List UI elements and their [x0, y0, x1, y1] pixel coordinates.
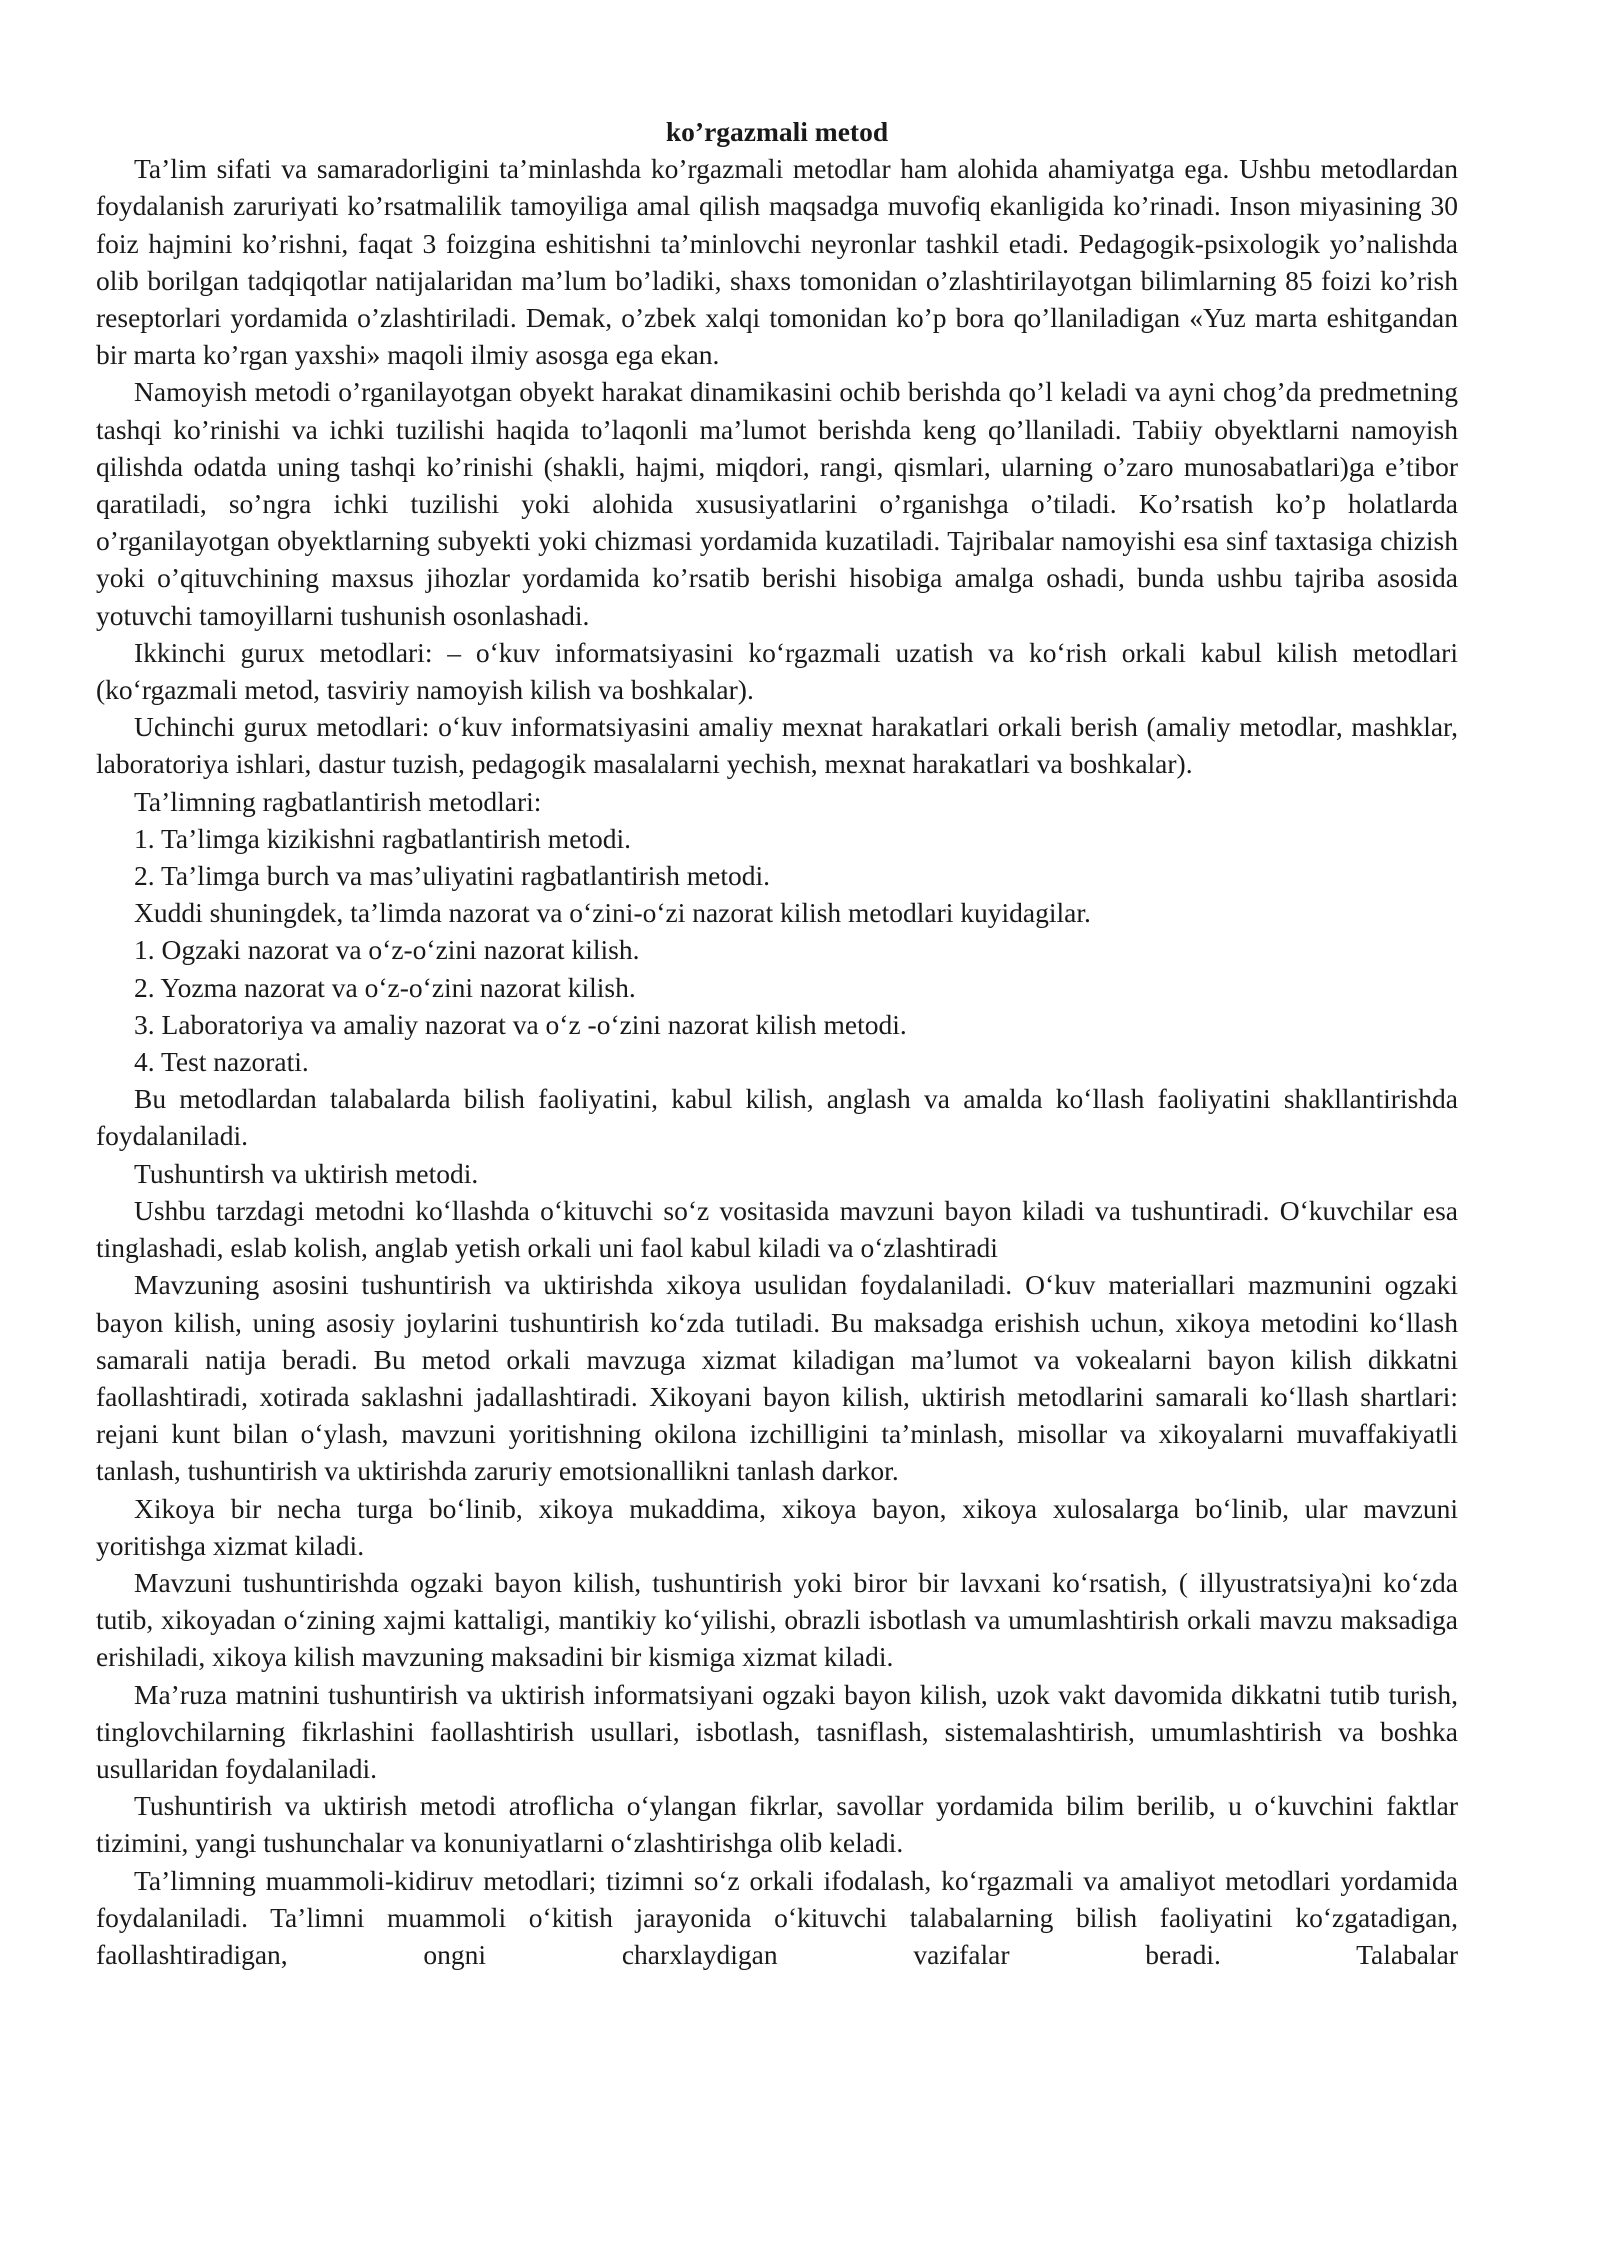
heading-control-methods: Xuddi shuningdek, ta’limda nazorat va o‘zini-o‘zi nazorat kilish metodlari kuyidagilar. — [134, 897, 1091, 929]
paragraph-second-group-methods: Ikkinchi gurux metodlari: – o‘kuv informatsiyasini ko‘rgazmali uzatish va ko‘rish orkali kabul kilish metodlari (ko‘rgazmali metod, tasviriy namoyish kilish va boshkalar). — [96, 636, 1458, 706]
paragraph-explanation-usage: Ushbu tarzdagi metodni ko‘llashda o‘kituvchi so‘z vositasida mavzuni bayon kiladi va tushuntiradi. O‘kuvchilar esa tinglashadi, eslab kolish, anglab yetish orkali uni faol kabul kiladi va o‘zlashtiradi — [96, 1194, 1458, 1264]
list-item: 2. Ta’limga burch va mas’uliyatini ragbatlantirish metodi. — [134, 860, 771, 892]
paragraph-usage: Bu metodlardan talabalarda bilish faoliyatini, kabul kilish, anglash va amalda ko‘llash faoliyatini shakllantirishda foydalaniladi. — [96, 1083, 1458, 1152]
list-item: 1. Ta’limga kizikishni ragbatlantirish metodi. — [134, 822, 632, 854]
list-item: 1. Ogzaki nazorat va o‘z-o‘zini nazorat kilish. — [134, 934, 640, 966]
list-item: 2. Yozma nazorat va o‘z-o‘zini nazorat kilish. — [134, 971, 636, 1003]
paragraph-explanation-summary: Tushuntirish va uktirish metodi atroflicha o‘ylangan fikrlar, savollar yordamida bilim berilib, u o‘kuvchini faktlar tizimini, yangi tushunchalar va konuniyatlarni o‘zlashtirishga olib keladi. — [96, 1790, 1458, 1859]
list-item: 4. Test nazorati. — [134, 1046, 309, 1078]
paragraph-demonstration-method: Namoyish metodi o’rganilayotgan obyekt harakat dinamikasini ochib berishda qo’l keladi va ayni chog’da predmetning tashqi ko’rinishi va ichki tuzilishi haqida to’laqonli ma’lumot berishda keng qo’llaniladi. Tabiiy obyektlarni namoyish qilishda odatda uning tashqi ko’rinishi (shakli, hajmi, miqdori, rangi, qismlari, ularning o’zaro munosabatlari)ga e’tibor qaratiladi, so’ngra ichki tuzilishi yoki alohida xususiyatlarini o’rganishga o’tiladi. Ko’rsatish ko’p holatlarda o’rganilayotgan obyektlarning subyekti yoki chizmasi yordamida kuzatiladi. Tajribalar namoyishi esa sinf taxtasiga chizish yoki o’qituvchining maxsus jihozlar yordamida ko’rsatib berishi hisobiga amalga oshadi, bunda ushbu tajriba asosida yotuvchi tamoyillarni tushunish osonlashadi. — [96, 376, 1458, 631]
paragraph-topic-explanation: Mavzuni tushuntirishda ogzaki bayon kilish, tushuntirish yoki biror bir lavxani ko‘rsatish, ( illyustratsiya)ni ko‘zda tutib, xikoyadan o‘zining xajmi kattaligi, mantikiy ko‘yilishi, obrazli isbotlash va umumlashtirish orkali mavzu maksadiga erishiladi, xikoya kilish mavzuning maksadini bir kismiga xizmat kiladi. — [96, 1566, 1458, 1673]
list-item: 3. Laboratoriya va amaliy nazorat va o‘z -o‘zini nazorat kilish metodi. — [134, 1008, 907, 1040]
document-page — [96, 113, 1458, 1973]
paragraph-problem-search-methods: Ta’limning muammoli-kidiruv metodlari; tizimni so‘z orkali ifodalash, ko‘rgazmali va amaliyot metodlari yordamida foydalaniladi. Ta’limni muammoli o‘kitish jarayonida o‘kituvchi talabalarning bilish faoliyatini ko‘zgatadigan, faollashtiradigan, ongni charxlaydigan vazifalar beradi. Talabalar — [96, 1864, 1458, 1970]
paragraph-third-group-methods: Uchinchi gurux metodlari: o‘kuv informatsiyasini amaliy mexnat harakatlari orkali berish (amaliy metodlar, mashklar, laboratoriya ishlari, dastur tuzish, pedagogik masalalarni yechish, mexnat harakatlari va boshkalar). — [96, 711, 1458, 780]
paragraph-story-types: Xikoya bir necha turga bo‘linib, xikoya mukaddima, xikoya bayon, xikoya xulosalarga bo‘linib, ular mavzuni yoritishga xizmat kiladi. — [96, 1492, 1458, 1561]
paragraph-story-method: Mavzuning asosini tushuntirish va uktirishda xikoya usulidan foydalaniladi. O‘kuv materiallari mazmunini ogzaki bayon kilish, uning asosiy joylarini tushuntirish ko‘zda tutiladi. Bu maksadga erishish uchun, xikoya metodini ko‘llash samarali natija beradi. Bu metod orkali mavzuga xizmat kiladigan ma’lumot va vokealarni bayon kilish dikkatni faollashtiradi, xotirada saklashni jadallashtiradi. Xikoyani bayon kilish, uktirish metodlarini samarali ko‘llash shartlari: rejani kunt bilan o‘ylash, mavzuni yoritishning okilona izchilligini ta’minlash, misollar va xikoyalarni muvaffakiyatli tanlash, tushuntirish va uktirishda zaruriy emotsionallikni tanlash darkor. — [96, 1269, 1458, 1487]
heading-explanation-method: Tushuntirsh va uktirish metodi. — [134, 1157, 479, 1189]
paragraph-lecture-text: Ma’ruza matnini tushuntirish va uktirish informatsiyani ogzaki bayon kilish, uzok vakt davomida dikkatni tutib turish, tinglovchilarning fikrlashini faollashtirish usullari, isbotlash, tasniflash, sistemalashtirish, umumlashtirish va boshka usullaridan foydalaniladi. — [96, 1678, 1458, 1784]
heading-motivation-methods: Ta’limning ragbatlantirish metodlari: — [134, 785, 542, 817]
document-title: ko’rgazmali metod — [665, 116, 889, 147]
paragraph-intro: Ta’lim sifati va samaradorligini ta’minlashda ko’rgazmali metodlar ham alohida ahamiyatga ega. Ushbu metodlardan foydalanish zaruriyati ko’rsatmalilik tamoyiliga amal qilish maqsadga muvofiq ekanligida ko’rinadi. Inson miyasining 30 foiz hajmini ko’rishni, faqat 3 foizgina eshitishni ta’minlovchi neyronlar tashkil etadi. Pedagogik-psixologik yo’nalishda olib borilgan tadqiqotlar natijalaridan ma’lum bo’ladiki, shaxs tomonidan o’zlashtirilayotgan bilimlarning 85 foizi ko’rish reseptorlari yordamida o’zlashtiriladi. Demak, o’zbek xalqi tomonidan ko’p bora qo’llaniladigan «Yuz marta eshitgandan bir marta ko’rgan yaxshi» maqoli ilmiy asosga ega ekan. — [96, 153, 1458, 371]
